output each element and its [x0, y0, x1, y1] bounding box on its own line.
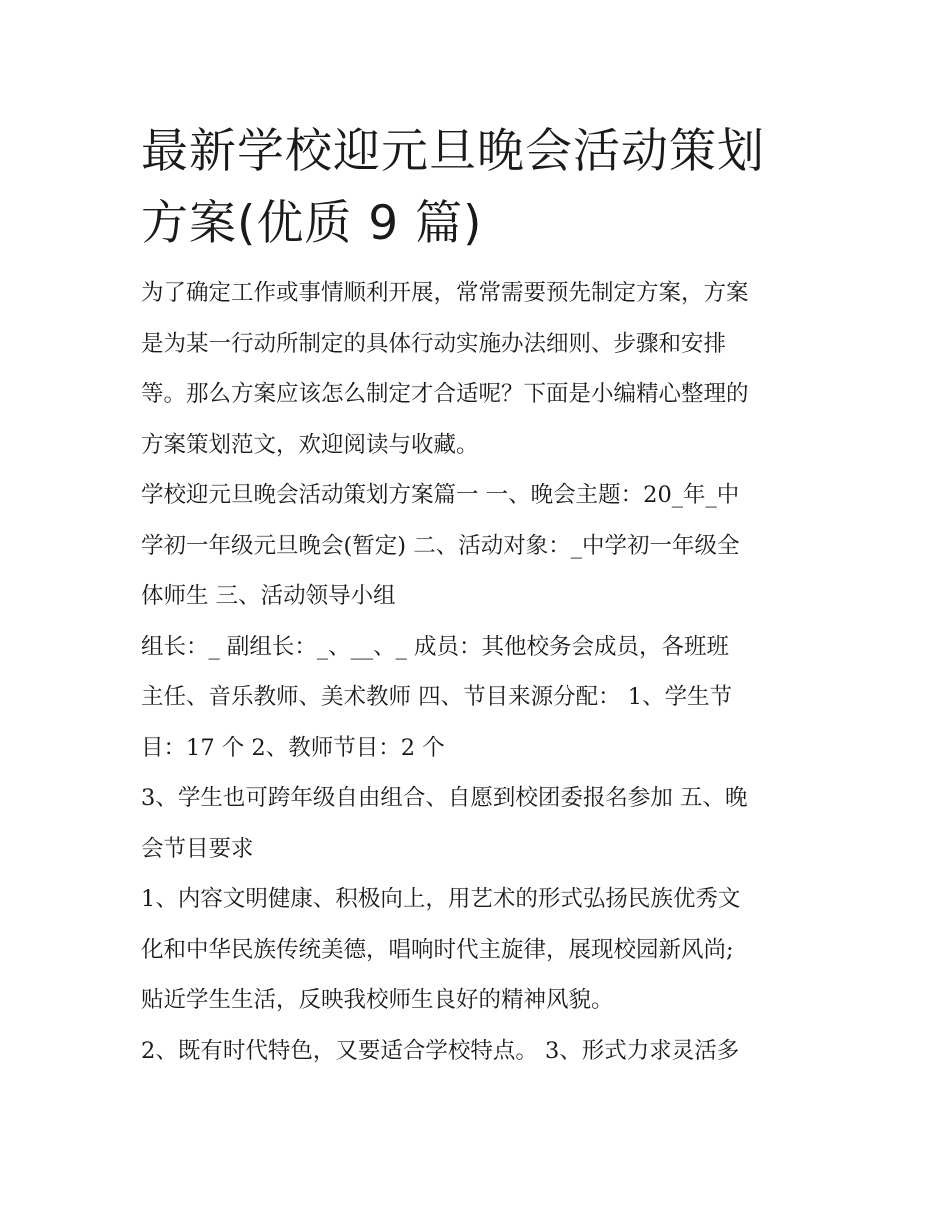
- leadership-paragraph: [141, 622, 821, 774]
- intro-paragraph: [141, 268, 821, 470]
- features-paragraph: [141, 1026, 821, 1077]
- plan-section-paragraph: [141, 470, 821, 622]
- text-line: 等。那么方案应该怎么制定才合适呢？下面是小编精心整理的: [141, 381, 749, 407]
- title-line: 方案(优质 9 篇): [141, 196, 483, 251]
- text-line: 会节目要求: [141, 835, 254, 862]
- text-line: 2、既有时代特色，又要适合学校特点。 3、形式力求灵活多: [141, 1037, 740, 1064]
- text-line: 1、内容文明健康、积极向上，用艺术的形式弘扬民族优秀文: [141, 886, 741, 912]
- text-line: 组长：_ 副组长：_、__、_ 成员：其他校务会成员，各班班: [141, 633, 730, 660]
- document-body: [141, 268, 821, 1076]
- document-title: [141, 116, 821, 260]
- text-line: 学初一年级元旦晚会(暂定) 二、活动对象：_中学初一年级全: [141, 532, 740, 559]
- title-line: 最新学校迎元旦晚会活动策划: [141, 124, 765, 179]
- document-content: [141, 116, 821, 1076]
- text-line: 3、学生也可跨年级自由组合、自愿到校团委报名参加 五、晚: [141, 785, 748, 811]
- requirements-paragraph: [141, 874, 821, 1026]
- text-line: 是为某一行动所制定的具体行动实施办法细则、步骤和安排: [141, 330, 727, 357]
- text-line: 体师生 三、活动领导小组: [141, 583, 396, 609]
- text-line: 化和中华民族传统美德，唱响时代主旋律，展现校园新风尚;: [141, 936, 734, 963]
- text-line: 方案策划范文，欢迎阅读与收藏。: [141, 431, 479, 458]
- text-line: 学校迎元旦晚会活动策划方案篇一 一、晚会主题：20_年_中: [141, 482, 740, 508]
- text-line: 主任、音乐教师、美术教师 四、节目来源分配： 1、学生节: [141, 684, 733, 710]
- text-line: 目：17 个 2、教师节目：2 个: [141, 734, 445, 761]
- registration-paragraph: [141, 773, 821, 874]
- text-line: 为了确定工作或事情顺利开展，常常需要预先制定方案，方案: [141, 280, 749, 306]
- text-line: 贴近学生生活，反映我校师生良好的精神风貌。: [141, 987, 614, 1013]
